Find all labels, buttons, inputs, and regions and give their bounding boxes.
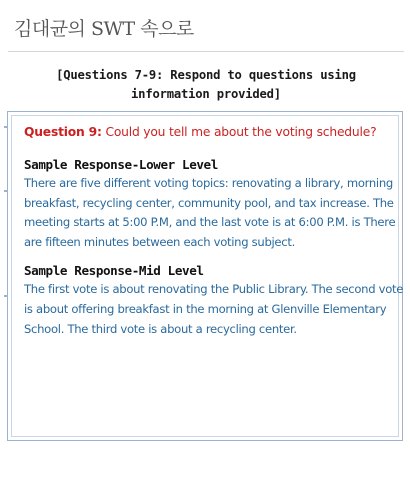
question: [24, 124, 404, 141]
response-text: There are five different voting topics: renovating a library, morning breakfast, recycling center, community pool, and tax increase. The meeting starts at 5:00 P.M, and the last vote is at 6:00 P.M. is There are fifteen minutes between each voting subject.: [24, 176, 396, 249]
section-spacer: [24, 252, 404, 262]
question-label: Question 9:: [24, 125, 102, 139]
instructions-text: [Questions 7-9: Respond to questions using information provided]: [56, 68, 356, 101]
question-text: Could you tell me about the voting schedule?: [105, 125, 377, 139]
response-heading: Sample Response-Lower Level: [24, 157, 218, 172]
panel-edge-mark: [4, 126, 8, 128]
panel-content: [24, 124, 404, 339]
response-heading: Sample Response-Mid Level: [24, 263, 204, 279]
response-block-lower: [24, 156, 404, 252]
panel-edge-mark: [4, 190, 8, 192]
content-panel: [7, 111, 403, 441]
page-title: 김대균의 SWT 속으로: [14, 18, 194, 40]
response-text: The first vote is about renovating the Public Library. The second vote is about offering breakfast in the morning at Glenville Elementary School. The third vote is about a recycling center.: [24, 282, 404, 336]
panel-edge-mark: [4, 295, 8, 297]
header-divider: [8, 51, 404, 52]
response-block-mid: [24, 262, 404, 339]
